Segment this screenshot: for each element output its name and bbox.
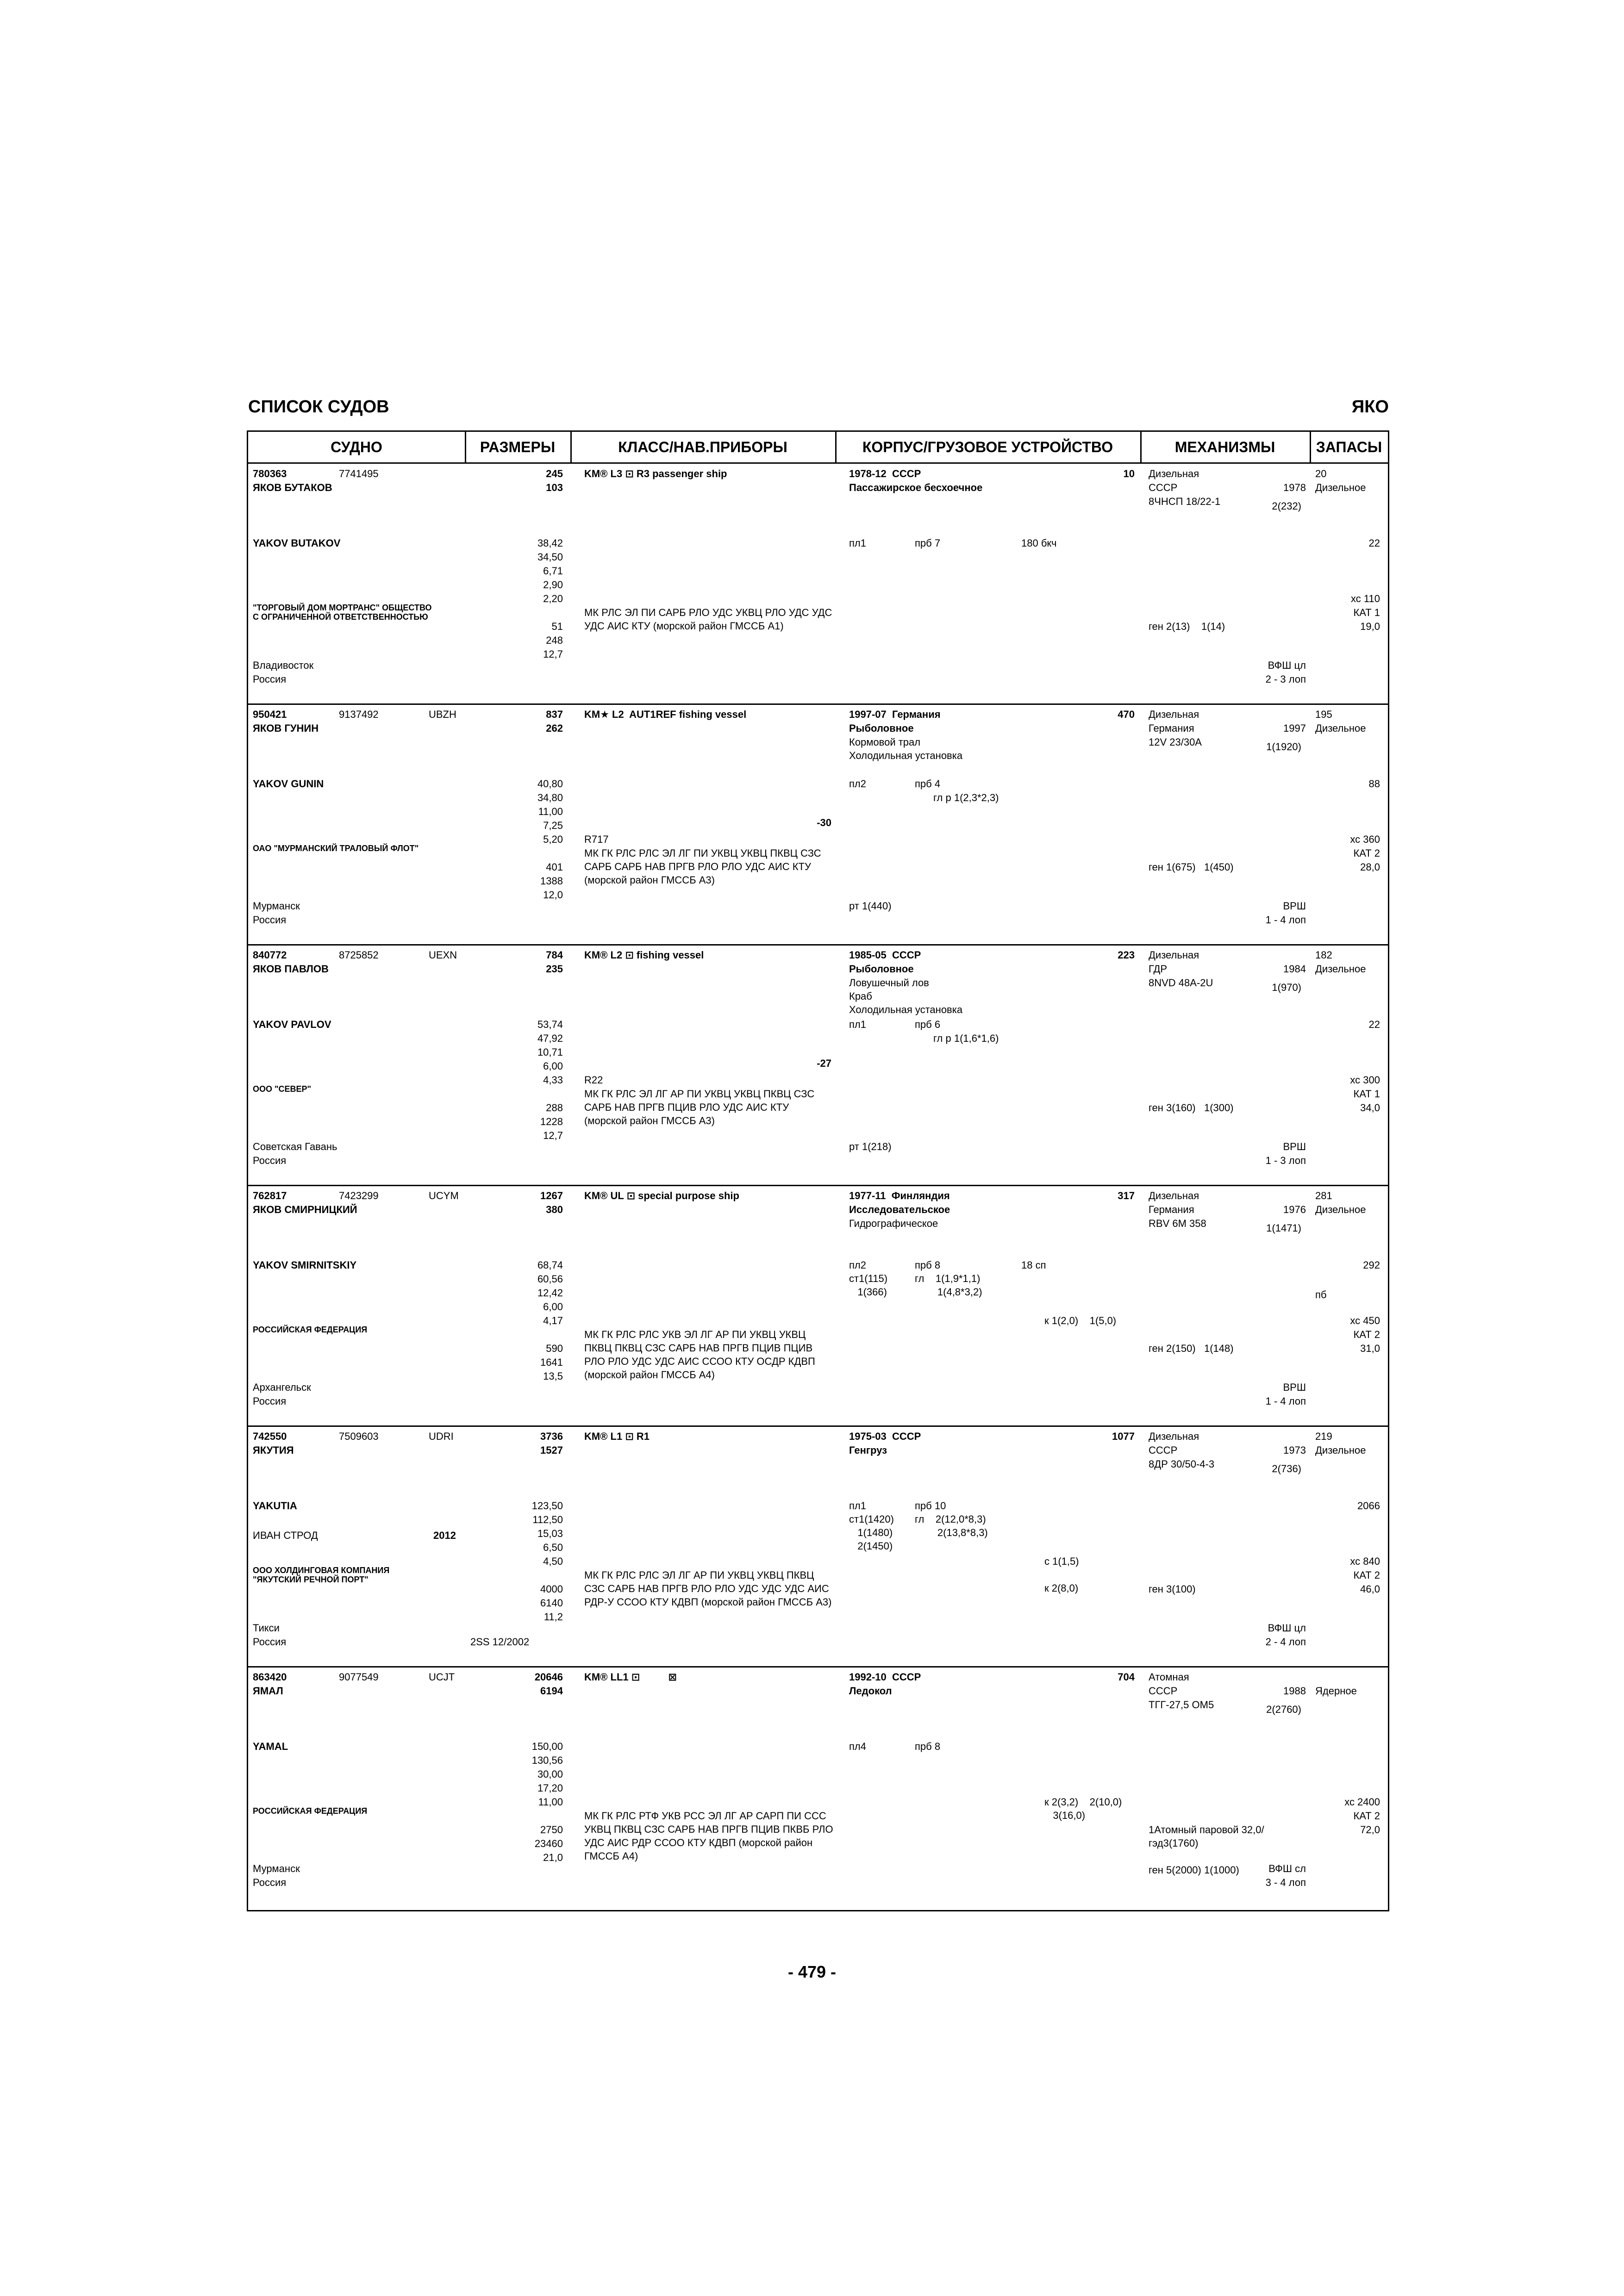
vessel-name-ru: ЯКОВ ПАВЛОВ xyxy=(253,963,329,975)
dimension-value: 11,00 xyxy=(538,806,563,817)
dimension-value: 47,92 xyxy=(537,1033,563,1044)
imo-number: 9077549 xyxy=(339,1671,379,1683)
country: Россия xyxy=(253,1636,287,1648)
engine-power: 1(970) xyxy=(1272,982,1301,993)
generators: ген 3(160) 1(300) xyxy=(1149,1102,1234,1114)
fuel-quantity: 88 xyxy=(1368,778,1380,790)
former-year: 2012 xyxy=(433,1530,456,1541)
country: Россия xyxy=(253,1395,287,1407)
holds-info: прб 6 xyxy=(915,1019,941,1030)
dimension-value: 1388 xyxy=(540,875,563,887)
category: КАТ 2 xyxy=(1353,1329,1380,1340)
cargo-stores: хс 840 xyxy=(1350,1556,1380,1567)
dimension-value: 1267 xyxy=(540,1190,563,1201)
ship-type-extra: Кормовой трал Холодильная установка xyxy=(849,736,963,761)
call-sign: UCJT xyxy=(429,1671,455,1683)
header-left: СПИСОК СУДОВ xyxy=(248,397,389,417)
dimension-value: 6,00 xyxy=(543,1060,563,1072)
dimension-value: 590 xyxy=(546,1343,563,1354)
engine-year: 1978 xyxy=(1283,482,1306,493)
home-port: Советская Гавань xyxy=(253,1141,337,1152)
dimension-value: 15,03 xyxy=(537,1528,563,1539)
speed: 34,0 xyxy=(1360,1102,1380,1114)
country: Россия xyxy=(253,1877,287,1888)
speed: 46,0 xyxy=(1360,1583,1380,1595)
class-notation: KM® L2 ⊡ fishing vessel xyxy=(584,949,704,961)
call-sign: UCYM xyxy=(429,1190,459,1201)
dimension-value: 51 xyxy=(551,621,563,632)
generators: ген 3(100) xyxy=(1149,1583,1196,1595)
hull-number: 704 xyxy=(1118,1671,1135,1683)
col-header-vessel: СУДНО xyxy=(331,439,382,455)
propeller-blades: 2 - 4 лоп xyxy=(1265,1636,1306,1648)
equipment-list: МК ГК РЛС ЭЛ ЛГ АР ПИ УКВЦ УКВЦ ПКВЦ СЗС САРБ НАВ ПРГВ ПЦИВ РЛО УДС АИС КТУ (морской район ГМССБ А3) xyxy=(584,1088,815,1126)
owner: "ТОРГОВЫЙ ДОМ МОРТРАНС" ОБЩЕСТВО С ОГРАНИЧЕННОЙ ОТВЕТСТВЕННОСТЬЮ xyxy=(253,603,432,622)
deck-info: пл2 ст1(115) 1(366) xyxy=(849,1259,888,1298)
build-date: 1992-10 СССР xyxy=(849,1671,921,1683)
engine-country: СССР xyxy=(1149,1444,1178,1456)
fuel-capacity: 281 xyxy=(1315,1190,1332,1201)
stores-note: пб xyxy=(1315,1289,1327,1300)
dimension-value: 784 xyxy=(546,949,563,961)
home-port: Мурманск xyxy=(253,900,300,912)
category: КАТ 2 xyxy=(1353,847,1380,859)
dimension-value: 288 xyxy=(546,1102,563,1114)
engine-model: RBV 6M 358 xyxy=(1149,1218,1206,1229)
fuel-quantity: 2066 xyxy=(1357,1500,1380,1512)
engine-type: Дизельная xyxy=(1149,949,1199,961)
vessel-name-en: YAKOV BUTAKOV xyxy=(253,537,341,549)
dimension-value: 380 xyxy=(546,1204,563,1215)
fuel-type: Дизельное xyxy=(1315,1444,1366,1456)
hull-number: 470 xyxy=(1118,709,1135,720)
ice-class: -27 xyxy=(817,1058,831,1069)
hull-number: 223 xyxy=(1118,949,1135,961)
propeller-blades: 2 - 3 лоп xyxy=(1265,673,1306,685)
vessel-name-ru: ЯКУТИЯ xyxy=(253,1444,294,1456)
imo-number: 8725852 xyxy=(339,949,379,961)
ship-type: Рыболовное xyxy=(849,963,914,975)
fuel-capacity: 20 xyxy=(1315,468,1327,479)
page-number: - 479 - xyxy=(787,1962,837,1981)
engine-power: 2(232) xyxy=(1272,500,1301,512)
dimension-value: 150,00 xyxy=(531,1741,563,1752)
hull-number: 1077 xyxy=(1112,1431,1135,1442)
dimension-value: 235 xyxy=(546,963,563,975)
dimension-value: 2750 xyxy=(540,1824,563,1836)
equipment-list: МК РЛС ЭЛ ПИ САРБ РЛО УДС УКВЦ РЛО УДС УДС УДС АИС КТУ (морской район ГМССБ А1) xyxy=(584,607,832,632)
dimension-value: 2,90 xyxy=(543,579,563,591)
dimension-value: 60,56 xyxy=(537,1273,563,1285)
engine-country: СССР xyxy=(1149,1685,1178,1697)
build-date: 1997-07 Германия xyxy=(849,709,941,720)
ship-table xyxy=(247,430,1389,1911)
dimension-value: 17,20 xyxy=(537,1782,563,1794)
engine-model: ТГГ-27,5 ОМ5 xyxy=(1149,1699,1214,1711)
ship-type: Рыболовное xyxy=(849,722,914,734)
dimension-value: 123,50 xyxy=(531,1500,563,1512)
dimension-value: 112,50 xyxy=(532,1514,563,1525)
engine-country: Германия xyxy=(1149,1204,1194,1215)
generators: ген 2(150) 1(148) xyxy=(1149,1343,1234,1354)
dimension-value: 1228 xyxy=(540,1116,563,1127)
extra-note: 2SS 12/2002 xyxy=(470,1636,530,1648)
fuel-capacity: 182 xyxy=(1315,949,1332,961)
vessel-name-en: YAMAL xyxy=(253,1741,288,1752)
dimension-value: 12,0 xyxy=(543,889,563,901)
class-notation: KM★ L2 AUT1REF fishing vessel xyxy=(584,709,747,720)
home-port: Тикси xyxy=(253,1622,280,1634)
owner: ООО "СЕВЕР" xyxy=(253,1084,312,1094)
header-right: ЯКО xyxy=(1351,397,1389,417)
hatch-info: гл р 1(2,3*2,3) xyxy=(933,792,999,803)
former-name: ИВАН СТРОД xyxy=(253,1530,318,1541)
col-header-hull: КОРПУС/ГРУЗОВОЕ УСТРОЙСТВО xyxy=(862,439,1113,455)
speed: 28,0 xyxy=(1360,861,1380,873)
holds-info: прб 4 xyxy=(915,778,941,790)
generators: ген 1(675) 1(450) xyxy=(1149,861,1234,873)
equipment-list: МК ГК РЛС РТФ УКВ РСС ЭЛ ЛГ АР САРП ПИ ССС УКВЦ ПКВЦ СЗС САРБ НАВ ПРГВ ПЦИВ ПКВБ РЛО УДС АИС РДР ССОО КТУ КДВП (морской район ГМССБ А4) xyxy=(584,1810,833,1862)
fuel-type: Дизельное xyxy=(1315,963,1366,975)
holds-info: прб 10 гл 2(12,0*8,3) 2(13,8*8,3) xyxy=(915,1500,988,1538)
propeller-blades: 3 - 4 лоп xyxy=(1265,1877,1306,1888)
propeller: ВРШ xyxy=(1283,1141,1306,1152)
vessel-entry xyxy=(248,1668,1388,1908)
dimension-value: 262 xyxy=(546,722,563,734)
dimension-value: 53,74 xyxy=(537,1019,563,1030)
dimension-value: 10,71 xyxy=(537,1046,563,1058)
engine-model: 12V 23/30A xyxy=(1149,736,1202,748)
vessel-name-en: YAKOV GUNIN xyxy=(253,778,324,790)
dimension-value: 6140 xyxy=(540,1597,563,1609)
imo-number: 9137492 xyxy=(339,709,379,720)
home-port: Владивосток xyxy=(253,660,314,671)
fuel-type: Дизельное xyxy=(1315,1204,1366,1215)
category: КАТ 2 xyxy=(1353,1569,1380,1581)
fuel-quantity: 292 xyxy=(1363,1259,1380,1271)
equipment-list: МК ГК РЛС РЛС ЭЛ ЛГ АР ПИ УКВЦ УКВЦ ПКВЦ СЗС САРБ НАВ ПРГВ РЛО РЛО УДС УДС УДС АИС РДР-У ССОО КТУ КДВП (морской район ГМССБ А3) xyxy=(584,1569,832,1608)
dimension-value: 837 xyxy=(546,709,563,720)
deck-info: пл1 ст1(1420) 1(1480) 2(1450) xyxy=(849,1500,894,1552)
propeller-blades: 1 - 3 лоп xyxy=(1265,1155,1306,1166)
vessel-name-ru: ЯКОВ БУТАКОВ xyxy=(253,482,332,493)
dimension-value: 1527 xyxy=(540,1444,563,1456)
reg-number: 780363 xyxy=(253,468,287,479)
engine-type: Дизельная xyxy=(1149,468,1199,479)
speed: 19,0 xyxy=(1360,621,1380,632)
hull-number: 317 xyxy=(1118,1190,1135,1201)
dimension-value: 5,20 xyxy=(543,834,563,845)
dimension-value: 13,5 xyxy=(543,1370,563,1382)
country: Россия xyxy=(253,673,287,685)
engine-power: 2(2760) xyxy=(1266,1704,1301,1715)
class-notation: KM® L1 ⊡ R1 xyxy=(584,1431,650,1442)
vessel-entry xyxy=(248,705,1388,946)
dimension-value: 103 xyxy=(546,482,563,493)
owner: ОАО "МУРМАНСКИЙ ТРАЛОВЫЙ ФЛОТ" xyxy=(253,844,419,853)
dimension-value: 68,74 xyxy=(537,1259,563,1271)
holds-info: прб 8 xyxy=(915,1741,941,1752)
imo-number: 7741495 xyxy=(339,468,379,479)
engine-type: Дизельная xyxy=(1149,1190,1199,1201)
dimension-value: 4000 xyxy=(540,1583,563,1595)
dimension-value: 245 xyxy=(546,468,563,479)
dimension-value: 3736 xyxy=(540,1431,563,1442)
engine-year: 1997 xyxy=(1283,722,1306,734)
call-sign: UBZH xyxy=(429,709,456,720)
build-date: 1975-03 СССР xyxy=(849,1431,921,1442)
hull-number: 10 xyxy=(1123,468,1135,479)
register-code: R22 xyxy=(584,1074,603,1086)
cranes: к 2(3,2) 2(10,0) 3(16,0) xyxy=(1044,1796,1122,1821)
engine-country: Германия xyxy=(1149,722,1194,734)
build-date: 1985-05 СССР xyxy=(849,949,921,961)
propeller: ВФШ сл xyxy=(1268,1863,1306,1874)
engine-type: Дизельная xyxy=(1149,709,1199,720)
engine-model: 8NVD 48A-2U xyxy=(1149,977,1213,989)
reg-number: 840772 xyxy=(253,949,287,961)
speed: 31,0 xyxy=(1360,1343,1380,1354)
deck-info: пл4 xyxy=(849,1741,866,1752)
fuel-type: Ядерное xyxy=(1315,1685,1357,1697)
capacity: 18 сп xyxy=(1021,1259,1046,1271)
col-header-class: КЛАСС/НАВ.ПРИБОРЫ xyxy=(618,439,787,455)
dimension-value: 401 xyxy=(546,861,563,873)
propeller: ВФШ цл xyxy=(1268,1622,1306,1634)
fuel-quantity: 22 xyxy=(1368,537,1380,549)
engine-power: 1(1471) xyxy=(1266,1222,1301,1234)
dimension-value: 34,80 xyxy=(537,792,563,803)
vessel-entry xyxy=(248,1427,1388,1668)
ship-type: Пассажирское бесхоечное xyxy=(849,482,983,493)
equipment-list: МК ГК РЛС РЛС ЭЛ ЛГ ПИ УКВЦ УКВЦ ПКВЦ СЗС САРБ САРБ НАВ ПРГВ РЛО РЛО УДС АИС КТУ (морской район ГМССБ А3) xyxy=(584,847,821,886)
vessel-entry xyxy=(248,464,1388,705)
vessel-entry xyxy=(248,946,1388,1186)
dimension-value: 248 xyxy=(546,635,563,646)
dimension-value: 23460 xyxy=(534,1838,563,1849)
propeller: ВФШ цл xyxy=(1268,660,1306,671)
fuel-quantity: 22 xyxy=(1368,1019,1380,1030)
call-sign: UDRI xyxy=(429,1431,454,1442)
hatch-info: гл р 1(1,6*1,6) xyxy=(933,1033,999,1044)
engine-year: 1976 xyxy=(1283,1204,1306,1215)
dimension-value: 11,00 xyxy=(538,1796,563,1808)
dimension-value: 4,17 xyxy=(543,1315,563,1326)
generators: 1Атомный паровой 32,0/ гэд3(1760) ген 5(2000) 1(1000) xyxy=(1149,1824,1264,1876)
propeller: ВРШ xyxy=(1283,900,1306,912)
fuel-capacity: 195 xyxy=(1315,709,1332,720)
speed: 72,0 xyxy=(1360,1824,1380,1836)
engine-country: ГДР xyxy=(1149,963,1168,975)
ship-type-extra: Ловушечный лов Краб Холодильная установка xyxy=(849,977,963,1015)
ship-type: Исследовательское xyxy=(849,1204,950,1215)
engine-type: Атомная xyxy=(1149,1671,1189,1683)
cargo-stores: хс 110 xyxy=(1351,593,1380,604)
col-header-machinery: МЕХАНИЗМЫ xyxy=(1174,439,1275,455)
bottom-info: рт 1(218) xyxy=(849,1141,892,1152)
category: КАТ 2 xyxy=(1353,1810,1380,1822)
cranes: с 1(1,5) к 2(8,0) xyxy=(1044,1556,1079,1594)
engine-model: 8ЧНСП 18/22-1 xyxy=(1149,496,1221,507)
cranes: к 1(2,0) 1(5,0) xyxy=(1044,1315,1117,1326)
cargo-stores: хс 2400 xyxy=(1344,1796,1380,1808)
dimension-value: 6,50 xyxy=(543,1542,563,1553)
engine-year: 1984 xyxy=(1283,963,1306,975)
dimension-value: 11,2 xyxy=(543,1611,563,1623)
cargo-stores: хс 300 xyxy=(1350,1074,1380,1086)
bottom-info: рт 1(440) xyxy=(849,900,892,912)
dimension-value: 34,50 xyxy=(537,551,563,563)
cargo-stores: хс 450 xyxy=(1350,1315,1380,1326)
category: КАТ 1 xyxy=(1353,1088,1380,1100)
engine-country: СССР xyxy=(1149,482,1178,493)
engine-model: 8ДР 30/50-4-3 xyxy=(1149,1458,1215,1470)
country: Россия xyxy=(253,914,287,926)
dimension-value: 7,25 xyxy=(543,820,563,831)
vessel-name-en: YAKUTIA xyxy=(253,1500,297,1512)
holds-info: прб 8 гл 1(1,9*1,1) 1(4,8*3,2) xyxy=(915,1259,982,1298)
dimension-value: 20646 xyxy=(534,1671,563,1683)
engine-power: 1(1920) xyxy=(1266,741,1301,753)
dimension-value: 12,7 xyxy=(543,1130,563,1141)
home-port: Мурманск xyxy=(253,1863,300,1874)
class-notation: KM® LL1 ⊡ ⊠ xyxy=(584,1671,677,1683)
reg-number: 950421 xyxy=(253,709,287,720)
vessel-entry xyxy=(248,1186,1388,1427)
capacity: 180 бкч xyxy=(1021,537,1057,549)
home-port: Архангельск xyxy=(253,1381,311,1393)
owner: ООО ХОЛДИНГОВАЯ КОМПАНИЯ "ЯКУТСКИЙ РЕЧНОЙ ПОРТ" xyxy=(253,1566,390,1584)
imo-number: 7509603 xyxy=(339,1431,379,1442)
owner: РОССИЙСКАЯ ФЕДЕРАЦИЯ xyxy=(253,1806,368,1816)
ship-type-extra: Гидрографическое xyxy=(849,1218,938,1229)
category: КАТ 1 xyxy=(1353,607,1380,618)
engine-year: 1988 xyxy=(1283,1685,1306,1697)
dimension-value: 4,33 xyxy=(543,1074,563,1086)
engine-type: Дизельная xyxy=(1149,1431,1199,1442)
ship-type: Генгруз xyxy=(849,1444,887,1456)
dimension-value: 130,56 xyxy=(531,1755,563,1766)
dimension-value: 38,42 xyxy=(537,537,563,549)
class-notation: KM® UL ⊡ special purpose ship xyxy=(584,1190,739,1201)
dimension-value: 30,00 xyxy=(537,1768,563,1780)
propeller-blades: 1 - 4 лоп xyxy=(1265,914,1306,926)
deck-info: пл1 xyxy=(849,1019,866,1030)
equipment-list: МК ГК РЛС РЛС УКВ ЭЛ ЛГ АР ПИ УКВЦ УКВЦ ПКВЦ ПКВЦ СЗС САРБ НАВ ПРГВ ПЦИВ ПЦИВ РЛО РЛО УДС УДС АИС ССОО КТУ ОСДР КДВП (морской район ГМССБ А4) xyxy=(584,1329,815,1381)
propeller-blades: 1 - 4 лоп xyxy=(1265,1395,1306,1407)
imo-number: 7423299 xyxy=(339,1190,379,1201)
reg-number: 762817 xyxy=(253,1190,287,1201)
cargo-stores: хс 360 xyxy=(1350,834,1380,845)
dimension-value: 12,42 xyxy=(537,1287,563,1299)
build-date: 1978-12 СССР xyxy=(849,468,921,479)
deck-info: пл2 xyxy=(849,778,866,790)
propeller: ВРШ xyxy=(1283,1381,1306,1393)
reg-number: 742550 xyxy=(253,1431,287,1442)
vessel-name-en: YAKOV SMIRNITSKIY xyxy=(253,1259,357,1271)
owner: РОССИЙСКАЯ ФЕДЕРАЦИЯ xyxy=(253,1325,368,1334)
dimension-value: 1641 xyxy=(540,1356,563,1368)
vessel-name-ru: ЯМАЛ xyxy=(253,1685,283,1697)
fuel-capacity: 219 xyxy=(1315,1431,1332,1442)
fuel-type: Дизельное xyxy=(1315,722,1366,734)
call-sign: UEXN xyxy=(429,949,457,961)
reg-number: 863420 xyxy=(253,1671,287,1683)
vessel-name-ru: ЯКОВ ГУНИН xyxy=(253,722,319,734)
col-header-stores: ЗАПАСЫ xyxy=(1316,439,1382,455)
vessel-name-en: YAKOV PAVLOV xyxy=(253,1019,331,1030)
engine-year: 1973 xyxy=(1283,1444,1306,1456)
ship-type: Ледокол xyxy=(849,1685,892,1697)
dimension-value: 4,50 xyxy=(543,1556,563,1567)
dimension-value: 6194 xyxy=(540,1685,563,1697)
generators: ген 2(13) 1(14) xyxy=(1149,621,1225,632)
dimension-value: 12,7 xyxy=(543,648,563,660)
col-header-dimensions: РАЗМЕРЫ xyxy=(480,439,556,455)
class-notation: KM® L3 ⊡ R3 passenger ship xyxy=(584,468,727,479)
dimension-value: 40,80 xyxy=(537,778,563,790)
dimension-value: 21,0 xyxy=(543,1852,563,1863)
dimension-value: 2,20 xyxy=(543,593,563,604)
register-code: R717 xyxy=(584,834,609,845)
holds-info: прб 7 xyxy=(915,537,941,549)
vessel-name-ru: ЯКОВ СМИРНИЦКИЙ xyxy=(253,1204,357,1215)
country: Россия xyxy=(253,1155,287,1166)
ice-class: -30 xyxy=(817,817,831,828)
deck-info: пл1 xyxy=(849,537,866,549)
build-date: 1977-11 Финляндия xyxy=(849,1190,950,1201)
fuel-type: Дизельное xyxy=(1315,482,1366,493)
engine-power: 2(736) xyxy=(1272,1463,1301,1475)
dimension-value: 6,71 xyxy=(543,565,563,577)
dimension-value: 6,00 xyxy=(543,1301,563,1313)
